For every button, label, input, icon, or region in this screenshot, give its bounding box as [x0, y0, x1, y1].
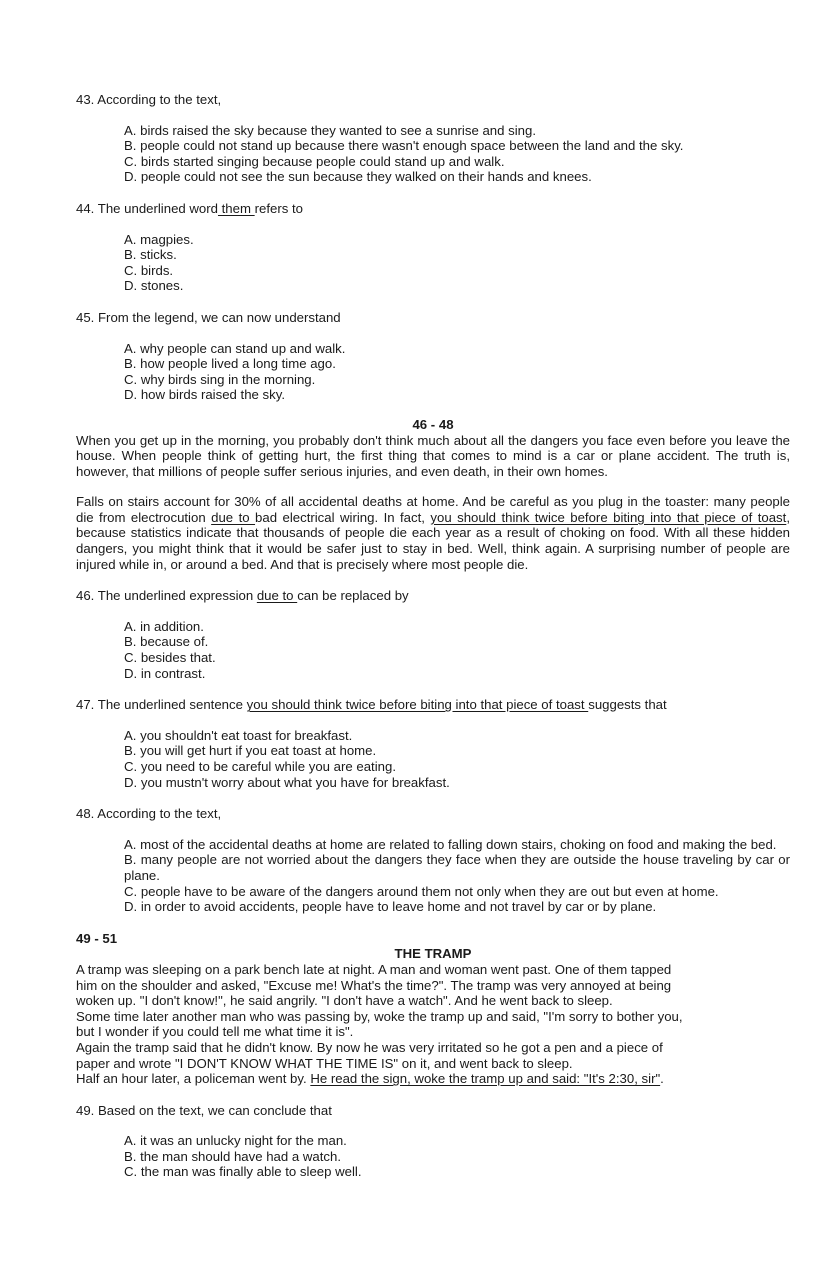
passage-line: A tramp was sleeping on a park bench late at night. A man and woman went past. One of them tapped: [76, 961, 672, 977]
stem-text: suggests that: [588, 697, 667, 713]
option-a: A. in addition.: [124, 618, 204, 634]
options-list: [124, 341, 790, 403]
question-49: [76, 1103, 790, 1180]
passage-line: [76, 1071, 790, 1087]
passage-line: paper and wrote "I DON'T KNOW WHAT THE TIME IS" on it, and went back to sleep.: [76, 1055, 573, 1071]
option-a: A. why people can stand up and walk.: [124, 340, 346, 356]
question-stem: 43. According to the text,: [76, 92, 222, 107]
passage-text: Falls on stairs account for 30% of all accidental deaths at home. And be careful as you plug in the toaster: many people die from electrocution: [76, 494, 790, 525]
stem-text: 47. The underlined sentence: [76, 697, 247, 713]
underlined-sentence: you should think twice before biting into that piece of toast: [430, 509, 787, 525]
question-stem: [76, 588, 790, 604]
exam-page: [76, 92, 790, 1180]
option-d: D. people could not see the sun because they walked on their hands and knees.: [124, 169, 592, 185]
question-47: [76, 697, 790, 790]
passage-line: woken up. "I don't know!", he said angrily. "I don't have a watch". And he went back to sleep.: [76, 993, 613, 1009]
option-a: A. most of the accidental deaths at home are related to falling down stairs, choking on food and making the bed.: [124, 836, 777, 852]
option-b: B. because of.: [124, 634, 209, 650]
option-c: C. people have to be aware of the dangers around them not only when they are out but even at home.: [124, 883, 719, 899]
passage-text: , because statistics indicate that thousands of people die each year as a result of choking on food. With all these hidden dangers, you might think that it would be safer just to stay in bed. Well, think again. A surprising number of people are injured while in, or around a bed. And that is precisely where most people die.: [76, 509, 790, 572]
stem-text: refers to: [254, 200, 304, 216]
option-c: C. besides that.: [124, 650, 216, 666]
option-d: D. in order to avoid accidents, people have to leave home and not travel by car or by plane.: [124, 899, 657, 915]
question-stem: [76, 697, 790, 713]
section-range: 46 - 48: [412, 416, 454, 432]
option-b: B. sticks.: [124, 247, 177, 263]
question-46: [76, 588, 790, 681]
option-a: A. it was an unlucky night for the man.: [124, 1133, 347, 1149]
options-list: [124, 232, 790, 294]
underlined-sentence: you should think twice before biting into that piece of toast: [246, 697, 589, 713]
option-a: A. you shouldn't eat toast for breakfast.: [124, 727, 353, 743]
option-a: A. birds raised the sky because they wanted to see a sunrise and sing.: [124, 122, 536, 138]
passage-paragraph: [76, 494, 790, 572]
option-c: C. birds.: [124, 262, 174, 278]
option-b: B. how people lived a long time ago.: [124, 356, 336, 372]
underlined-sentence: He read the sign, woke the tramp up and said: "It's 2:30, sir": [310, 1071, 661, 1087]
option-b: B. you will get hurt if you eat toast at home.: [124, 743, 377, 759]
passage-title: THE TRAMP: [394, 946, 472, 962]
underlined-expression: due to: [256, 588, 298, 604]
section-range: 49 - 51: [76, 930, 118, 946]
question-stem: 45. From the legend, we can now understand: [76, 309, 341, 325]
option-b: B. the man should have had a watch.: [124, 1148, 342, 1164]
stem-text: can be replaced by: [297, 588, 409, 604]
passage-46-48: [76, 417, 790, 572]
question-45: [76, 310, 790, 403]
option-b: B. people could not stand up because there wasn't enough space between the land and the sky.: [124, 138, 684, 154]
option-a: A. magpies.: [124, 231, 194, 247]
options-list: [124, 123, 790, 185]
passage-text: Half an hour later, a policeman went by.: [76, 1071, 311, 1087]
option-c: C. birds started singing because people could stand up and walk.: [124, 153, 505, 169]
option-b: B. many people are not worried about the dangers they face when they are outside the house traveling by car or plane.: [124, 852, 790, 883]
options-list: [124, 1133, 790, 1180]
options-list: [124, 837, 790, 915]
option-d: D. how birds raised the sky.: [124, 387, 285, 403]
underlined-expression: due to: [211, 509, 256, 525]
options-list: [124, 619, 790, 681]
option-c: C. the man was finally able to sleep well.: [124, 1164, 362, 1180]
underlined-word: them: [217, 200, 255, 216]
passage-line: Again the tramp said that he didn't know. By now he was very irritated so he got a pen and a piece of: [76, 1039, 663, 1055]
passage-paragraph: When you get up in the morning, you probably don't think much about all the dangers you face even before you leave the house. When people think of getting hurt, the first thing that comes to mind is a car or plane accident. The truth is, however, that millions of people suffer serious injuries, and even death, in their own homes.: [76, 432, 790, 479]
option-d: D. in contrast.: [124, 665, 206, 681]
passage-text: bad electrical wiring. In fact,: [255, 509, 431, 525]
stem-text: 46. The underlined expression: [76, 588, 257, 604]
option-c: C. you need to be careful while you are eating.: [124, 759, 396, 774]
options-list: [124, 728, 790, 790]
question-48: [76, 806, 790, 915]
option-d: D. you mustn't worry about what you have for breakfast.: [124, 774, 450, 790]
question-44: [76, 201, 790, 294]
stem-text: 44. The underlined word: [76, 200, 218, 216]
passage-49-51: [76, 931, 790, 1087]
question-stem: 49. Based on the text, we can conclude that: [76, 1102, 332, 1118]
passage-line: him on the shoulder and asked, "Excuse me! What's the time?". The tramp was very annoyed at being: [76, 977, 672, 993]
passage-line: Some time later another man who was passing by, woke the tramp up and said, "I'm sorry to bother you,: [76, 1008, 683, 1024]
passage-text: .: [660, 1071, 664, 1087]
question-stem: [76, 201, 790, 217]
question-stem: 48. According to the text,: [76, 806, 222, 822]
option-c: C. why birds sing in the morning.: [124, 371, 316, 387]
passage-line: but I wonder if you could tell me what time it is".: [76, 1024, 354, 1040]
option-d: D. stones.: [124, 278, 184, 294]
question-43: [76, 92, 790, 185]
